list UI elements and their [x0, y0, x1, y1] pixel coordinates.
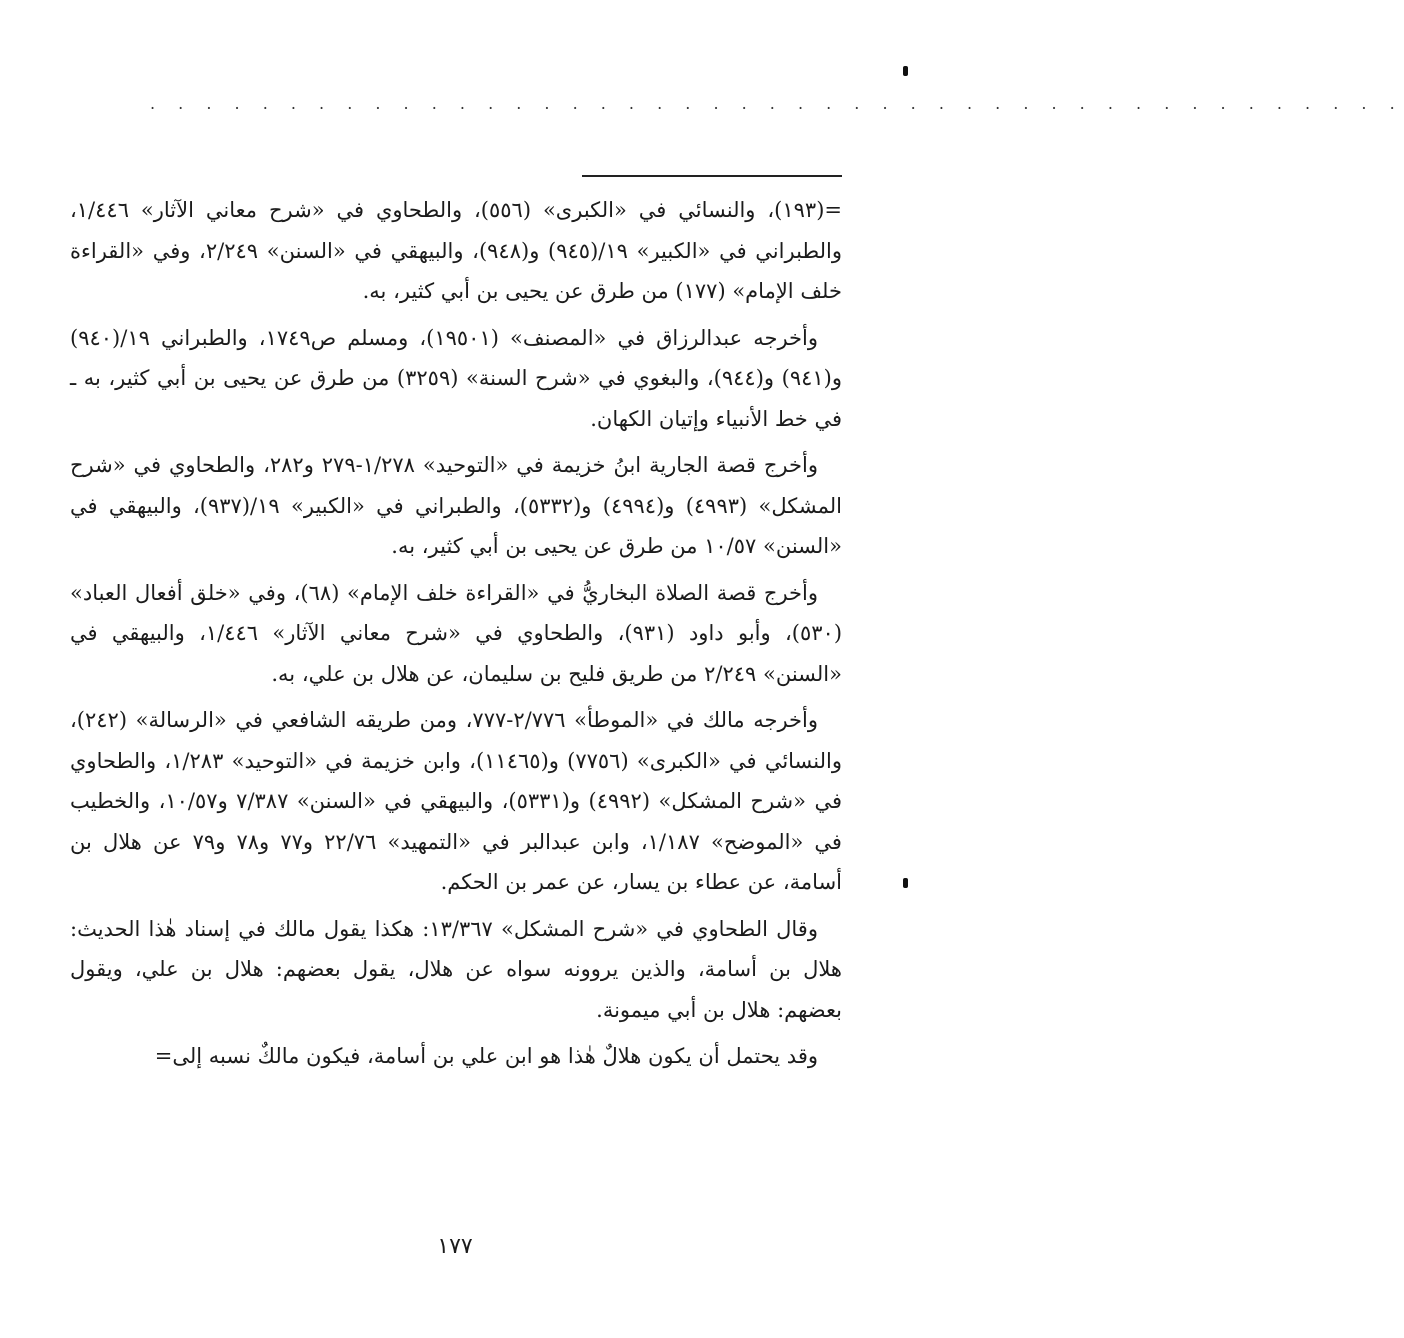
footnote-paragraph: وقال الطحاوي في «شرح المشكل» ١٣/٣٦٧: هكذا يقول مالك في إسناد هٰذا الحديث: هلال بن أسامة، والذين يروونه سواه عن هلال، يقول بعضهم: هلال بن علي، ويقول بعضهم: هلال بن أبي ميمونة.	[70, 916, 842, 1022]
footnote-paragraph: وأخرجه مالك في «الموطأ» ٢/٧٧٦-٧٧٧، ومن طريقه الشافعي في «الرسالة» (٢٤٢)، والنسائي في «الكبرى» (٧٧٥٦) و(١١٤٦٥)، وابن خزيمة في «التوحيد» ١/٢٨٣، والطحاوي في «شرح المشكل» (٤٩٩٢) و(٥٣٣١)، والبيهقي في «السنن» ٧/٣٨٧ و١٠/٥٧، والخطيب في «الموضح» ١/١٨٧، وابن عبدالبر في «التمهيد» ٢٢/٧٦ و٧٧ و٧٨ و٧٩ عن هلال بن أسامة، عن عطاء بن يسار، عن عمر بن الحكم.	[70, 708, 843, 894]
separator-dots: . . . . . . . . . . . . . . . . . . . . . . . . . . . . . . . . . . . . . . . . . . . . .	[150, 94, 1404, 113]
page-number: ١٧٧	[437, 1234, 473, 1259]
edge-mark-bottom	[903, 878, 908, 888]
footnote-paragraph: وأخرج قصة الصلاة البخاريُّ في «القراءة خلف الإمام» (٦٨)، وفي «خلق أفعال العباد» (٥٣٠)، وأبو داود (٩٣١)، والطحاوي في «شرح معاني الآثار» ١/٤٤٦، والبيهقي في «السنن» ٢/٢٤٩ من طريق فليح بن سليمان، عن هلال بن علي، به.	[70, 580, 843, 686]
footnote-paragraph: وقد يحتمل أن يكون هلالٌ هٰذا هو ابن علي بن أسامة، فيكون مالكٌ نسبه إلى=	[154, 1044, 818, 1068]
footnote-rule	[582, 175, 842, 177]
footnote-paragraph: وأخرجه عبدالرزاق في «المصنف» (١٩٥٠١)، ومسلم ص١٧٤٩، والطبراني ١٩/(٩٤٠) و(٩٤١) و(٩٤٤)، والبغوي في «شرح السنة» (٣٢٥٩) من طرق عن يحيى بن أبي كثير، به ـ في خط الأنبياء وإتيان الكهان.	[70, 325, 842, 431]
footnotes-block	[70, 190, 842, 1083]
footnote-paragraph: وأخرج قصة الجارية ابنُ خزيمة في «التوحيد» ١/٢٧٨-٢٧٩ و٢٨٢، والطحاوي في «شرح المشكل» (٤٩٩٣) و(٤٩٩٤) و(٥٣٣٢)، والطبراني في «الكبير» ١٩/(٩٣٧)، والبيهقي في «السنن» ١٠/٥٧ من طرق عن يحيى بن أبي كثير، به.	[70, 453, 842, 558]
edge-mark-top	[903, 66, 908, 76]
footnote-paragraph: =(١٩٣)، والنسائي في «الكبرى» (٥٥٦)، والطحاوي في «شرح معاني الآثار» ١/٤٤٦، والطبراني في «الكبير» ١٩/(٩٤٥) و(٩٤٨)، والبيهقي في «السنن» ٢/٢٤٩، وفي «القراءة خلف الإمام» (١٧٧) من طرق عن يحيى بن أبي كثير، به.	[70, 198, 843, 303]
